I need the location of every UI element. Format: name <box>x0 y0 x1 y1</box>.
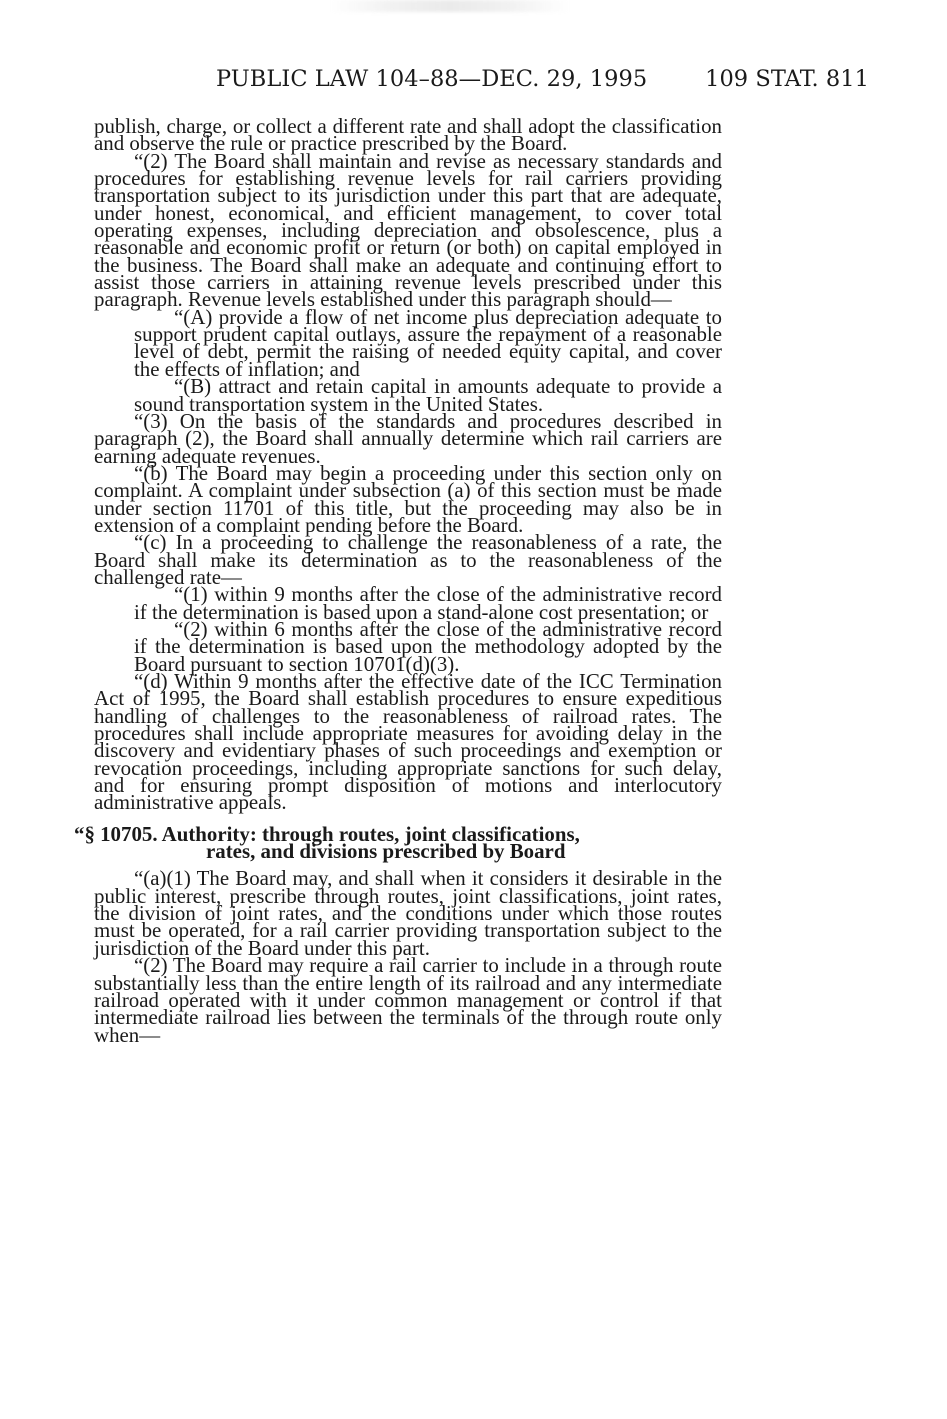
paragraph-a2: “(2) The Board shall maintain and revise as necessary standards and procedures for establishing revenue levels for rail carriers providing transportation subject to its jurisdiction under this part that are adequate, under honest, economical, and efficient management, to cover total operating expenses, including depreciation and obsolescence, plus a reasonable and economic profit or return (or both) on capital employed in the business. The Board shall make an adequate and continuing effort to assist those carriers in attaining revenue levels prescribed under this paragraph. Revenue levels established under this paragraph should— <box>94 148 722 312</box>
paragraph-c1: “(1) within 9 months after the close of the administrative record if the determination is based upon a stand-alone cost presentation; or <box>134 582 722 624</box>
paragraph-A: “(A) provide a flow of net income plus depreciation adequate to support prudent capital outlays, assure the repayment of a reasonable level of debt, permit the raising of needed equity capital, and cover the effects of inflation; and <box>134 304 722 381</box>
paragraph-10705-a1: “(a)(1) The Board may, and shall when it considers it desirable in the public interest, prescribe through routes, joint classifications, joint rates, the division of joint rates, and the conditions under which those routes must be operated, for a rail carrier providing transportation subject to the jurisdiction of the Board under this part. <box>94 866 722 960</box>
paragraph-c2: “(2) within 6 months after the close of the administrative record if the determination is based upon the methodology adopted by the Board pursuant to section 10701(d)(3). <box>134 616 722 676</box>
section-heading <box>74 821 722 864</box>
paragraph-d: “(d) Within 9 months after the effective date of the ICC Termination Act of 1995, the Board shall establish procedures to ensure expeditious handling of challenges to the reasonableness of railroad rates. The procedures shall include appropriate measures for avoiding delay in the discovery and evidentiary phases of such proceedings and exemption or revocation proceedings, including appropriate sanctions for such delay, and for ensuring prompt disposition of motions and interlocutory administrative appeals. <box>94 669 722 815</box>
running-header <box>94 66 869 98</box>
paragraph-b: “(b) The Board may begin a proceeding under this section only on complaint. A complaint under subsection (a) of this section must be made under section 11701 of this title, but the proceeding may also be in extension of a complaint pending before the Board. <box>94 460 722 537</box>
paragraph-c: “(c) In a proceeding to challenge the reasonableness of a rate, the Board shall make its determination as to the reasonableness of the challenged rate— <box>94 530 722 589</box>
paragraph-10705-a2: “(2) The Board may require a rail carrier to include in a through route substantially less than the entire length of its railroad and any intermediate railroad operated with it under common management or control if that intermediate railroad lies between the terminals of the through route only when— <box>94 953 722 1047</box>
header-page-number: 109 STAT. 811 <box>705 66 869 92</box>
paragraph-a3: “(3) On the basis of the standards and procedures described in paragraph (2), the Board shall annually determine which rail carriers are earning adequate revenues. <box>94 408 722 468</box>
paragraph-B: “(B) attract and retain capital in amounts adequate to provide a sound transportation system in the United States. <box>134 374 722 416</box>
header-citation: PUBLIC LAW 104–88—DEC. 29, 1995 <box>216 66 648 92</box>
paragraph-continuation: publish, charge, or collect a different rate and shall adopt the classification and observe the rule or practice prescribed by the Board. <box>94 114 722 156</box>
scan-artifact <box>330 0 570 12</box>
section-heading-line2: rates, and divisions prescribed by Board <box>206 839 566 864</box>
body-text <box>74 114 722 1047</box>
section-heading-line1: “§ 10705. Authority: through routes, joint classifications, <box>74 821 580 846</box>
